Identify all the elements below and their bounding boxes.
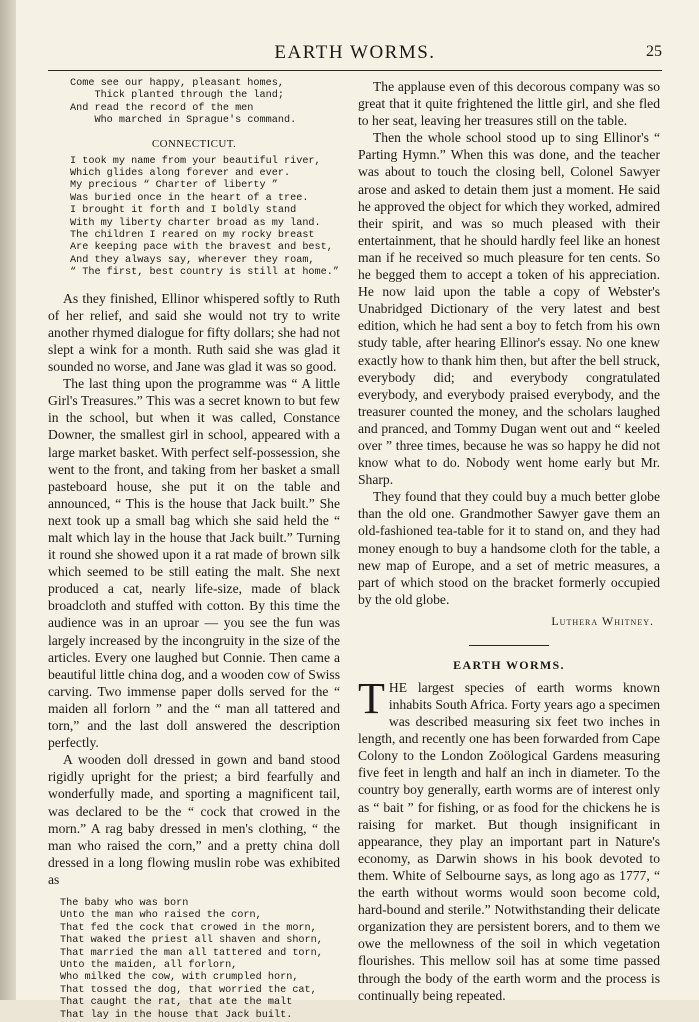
paragraph: The last thing upon the programme was “ A little Girl's Treasures.” This was a secret known to but few in the school, but when it was called, Constance Downer, the smallest girl in school, appeared with a large market basket. With perfect self-possession, she went to the front, and taking from her basket a small pasteboard house, she put it on the table and announced, “ This is the house that Jack built.” She next took up a small bag which she said held the “ malt which lay in the house that Jack built.” Turning it round she showed upon it a rat made of brown silk which seemed to be still eating the malt. She next produced a cat, nearly life-size, made of black broadcloth and stuffed with cotton. By this time the audience was in an uproar — you see the fun was largely increased by the incongruity in the size of the articles. Every one laughed but Connie. Then came a beautiful little china dog, and a wooden cow of Swiss carving. Two immense paper dolls served for the “ maiden all forlorn ” and the “ man all tattered and torn,” and the last doll answered the description perfectly. [48,376,340,751]
paragraph: A wooden doll dressed in gown and band stood rigidly upright for the priest; a bird fearfully and wonderfully made, and sporting a magnificent tail, was declared to be the “ cock that crowed in the morn.” A rag baby dressed in men's clothing, “ the man who raised the corn,” and a pretty china doll dressed in a long flowing muslin robe was exhibited as [48,752,340,887]
paragraph: As they finished, Ellinor whispered softly to Ruth of her relief, and said she would not try to write another rhymed dialogue for fifty dollars; she had not slept a wink for a month. Ruth said she was glad it sounded no worse, and Jane was glad it was so good. [48,290,340,375]
book-spine-shadow [0,0,16,1000]
poem-house-jack-built: The baby who was born Unto the man who raised the corn, That fed the cock that crowed in the morn, That waked the priest all shaven and shorn, That married the man all tattered and torn, Unto the maiden, all forlorn, Who milked the cow, with crumpled horn, That tossed the dog, that worried the cat, That caught the rat, that ate the malt That lay in the house that Jack built. [60,897,323,1021]
running-header [48,40,662,71]
article-text: HE largest species of earth worms known inhabits South Africa. Forty years ago a specimen was described measuring six feet two inches in length, and recently one has been forwarded from Cape Colony to the London Zoölogical Gardens measuring five feet in length and half an inch in diameter. To the country boy generally, earth worms are of interest only as “ bait ” for fishing, or as food for the chickens he is raising for market. But though insignificant in appearance, they play an important part in Nature's economy, as Darwin shows in his book devoted to them. White of Selbourne says, as long ago as 1777, “ the earth without worms would soon become cold, hard-bound and sterile.” Notwithstanding their delicate organization they are persistent borers, and to them we owe the mellowness of the soil in which vegetation flourishes. This mellow soil has at some time passed through the body of the earth worm and the process is continually being repeated. [358,679,660,1003]
author-signature: Luthera Whitney. [551,613,654,628]
paragraph: Then the whole school stood up to sing Ellinor's “ Parting Hymn.” When this was done, and the teacher was about to touch the closing bell, Colonel Sawyer arose and asked to detain them just a moment. He said he approved the object for which they worked, admired their spirit, and was so much pleased with their entertainment, that he should hardly feel like an honest man if he received so much pleasure for ten cents. So he begged them to accept a token of his appreciation. He now laid upon the table a copy of Webster's Unabridged Dictionary of the very latest and best edition, which he had sent a boy to fetch from his own study table, after hearing Ellinor's essay. No one knew exactly how to thank him then, but after the bell struck, everybody did; and everybody congratulated everybody, and everybody praised everybody, and the treasurer counted the money, and the scholars laughed and pranced, and Tommy Dugan went out and “ keeled over ” three times, because he was so happy he did not know what to do. Nobody went home early but Mr. Sharp. [358,130,660,488]
section-title: EARTH WORMS. [453,657,565,672]
paragraph: The applause even of this decorous company was so great that it quite frightened the little girl, and she fled to her seat, leaving her treasures still on the table. [358,79,660,129]
poem-title: CONNECTICUT. [151,137,237,150]
poem-top-stanza: Come see our happy, pleasant homes, Thick planted through the land; And read the record of the men Who marched in Sprague's command. [70,78,297,127]
page-number: 25 [646,43,662,60]
running-title: EARTH WORMS. [274,42,436,63]
drop-cap: T [358,673,385,723]
poem-connecticut: I took my name from your beautiful river, Which glides along forever and ever. My precious “ Charter of liberty ” Was buried once in the heart of a tree. I brought it forth and I boldly stand With my liberty charter broad as my land. The children I reared on my rocky breast Are keeping pace with the bravest and best, And they always say, wherever they roam, “ The first, best country is still at home.” [70,155,339,279]
right-column [358,78,660,1004]
paragraph: They found that they could buy a much better globe than the old one. Grandmother Sawyer gave them an old-fashioned tea-table for it to stand on, and they had money enough to buy a handsome cloth for the table, a new map of Europe, and a set of metric measures, a part of which stood on the bracket formerly occupied by the old globe. [358,489,660,607]
left-column [48,78,340,1022]
section-divider [469,645,549,646]
earthworms-article [358,673,660,1004]
